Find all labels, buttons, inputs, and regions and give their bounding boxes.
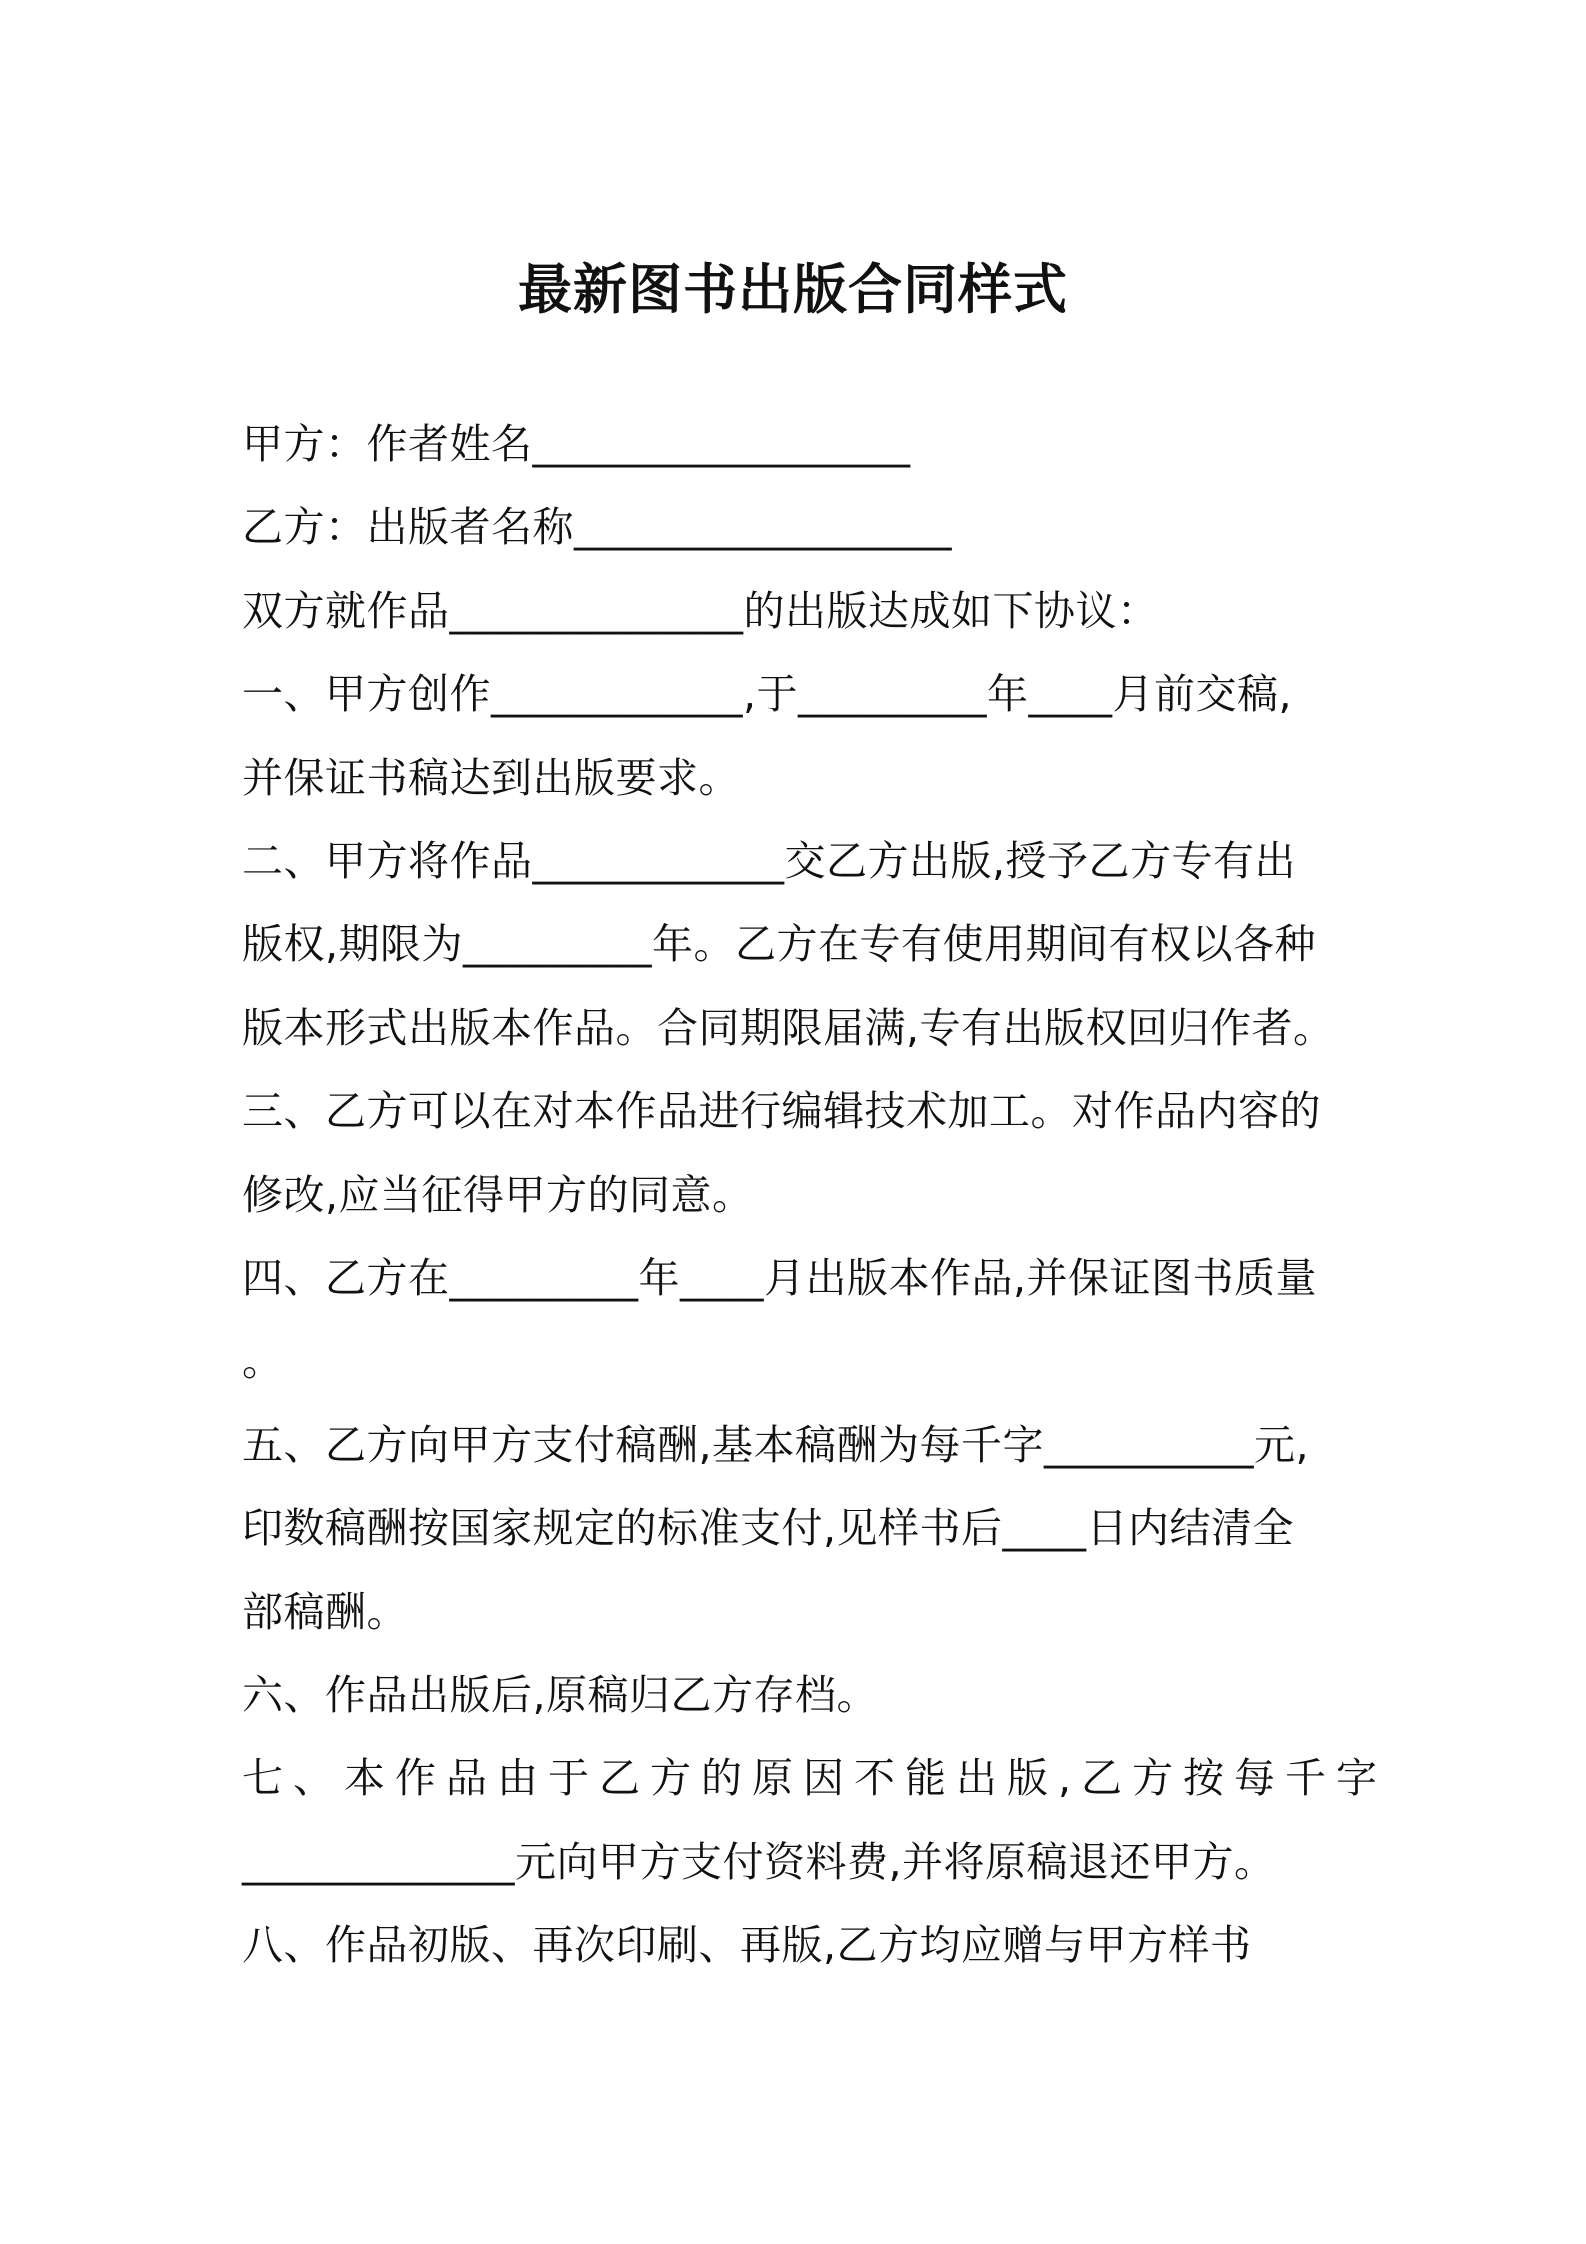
clause-4-line-2: 。	[242, 1337, 284, 1385]
clause-2-line-1: 二、甲方将作品____________交乙方出版,授予乙方专有出	[242, 837, 1297, 885]
party-a-line: 甲方：作者姓名__________________	[242, 420, 911, 468]
clause-1-line-1: 一、甲方创作____________,于_________年____月前交稿,	[242, 670, 1293, 718]
clause-7-line-2: _____________元向甲方支付资料费,并将原稿退还甲方。	[242, 1838, 1276, 1886]
clause-2-line-2: 版权,期限为_________年。乙方在专有使用期间有权以各种	[242, 920, 1317, 968]
clause-1-line-2: 并保证书稿达到出版要求。	[242, 754, 740, 802]
document-title: 最新图书出版合同样式	[518, 258, 1068, 321]
clause-5-line-1: 五、乙方向甲方支付稿酬,基本稿酬为每千字__________元,	[242, 1421, 1310, 1469]
clause-8-line-1: 八、作品初版、再次印刷、再版,乙方均应赠与甲方样书	[242, 1921, 1252, 1969]
party-b-line: 乙方：出版者名称__________________	[242, 503, 952, 551]
clause-4-line-1: 四、乙方在_________年____月出版本作品,并保证图书质量	[242, 1254, 1318, 1302]
clause-6-line-1: 六、作品出版后,原稿归乙方存档。	[242, 1671, 879, 1719]
clause-3-line-2: 修改,应当征得甲方的同意。	[242, 1171, 754, 1219]
agreement-intro-line: 双方就作品______________的出版达成如下协议：	[242, 587, 1159, 635]
clause-5-line-2: 印数稿酬按国家规定的标准支付,见样书后____日内结清全	[242, 1504, 1295, 1552]
clause-2-line-3: 版本形式出版本作品。合同期限届满,专有出版权回归作者。	[242, 1004, 1335, 1052]
clause-3-line-1: 三、乙方可以在对本作品进行编辑技术加工。对作品内容的	[242, 1087, 1321, 1135]
clause-7-line-1: 七、本作品由于乙方的原因不能出版,乙方按每千字	[242, 1754, 1388, 1802]
clause-5-line-3: 部稿酬。	[242, 1588, 408, 1636]
